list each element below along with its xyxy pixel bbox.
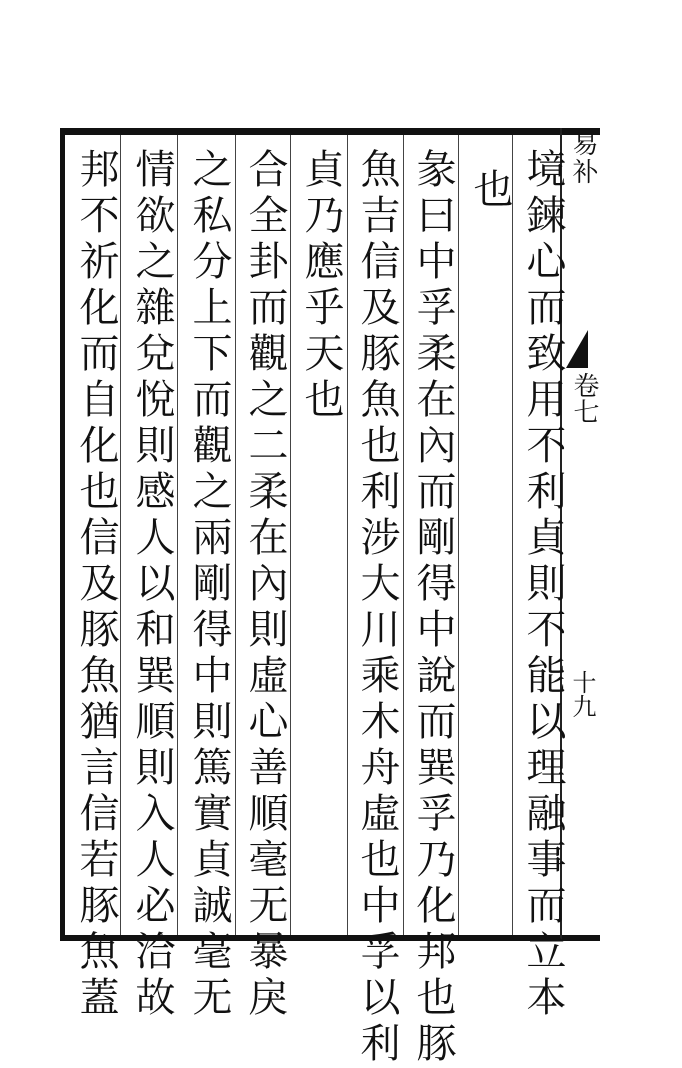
text-column-8: 情欲之雜兌悅則感人以和巽順則入人必洽故 — [129, 148, 175, 1022]
frame-left-border — [60, 128, 65, 941]
column-rule — [458, 135, 459, 935]
text-column-7: 之私分上下而觀之兩剛得中則篤實貞誠毫无 — [186, 148, 232, 1022]
fishtail-mark — [566, 330, 588, 368]
column-rule — [290, 135, 291, 935]
text-column-6: 合全卦而觀之二柔在內則虛心善順毫无暴戾 — [242, 148, 288, 1022]
column-rule — [235, 135, 236, 935]
text-column-3: 彖曰中孚柔在內而剛得中說而巽孚乃化邦也豚 — [410, 148, 456, 1068]
column-rule — [403, 135, 404, 935]
column-rule — [177, 135, 178, 935]
margin-volume: 卷七 — [569, 372, 599, 424]
text-column-2: 也 — [467, 168, 513, 214]
margin-book-title: 易补 — [568, 130, 598, 186]
text-column-5: 貞乃應乎天也 — [298, 148, 344, 424]
text-column-4: 魚吉信及豚魚也利涉大川乘木舟虛也中孚以利 — [354, 148, 400, 1068]
column-rule — [347, 135, 348, 935]
frame-top-border — [60, 128, 600, 135]
margin-page-number: 十九 — [568, 670, 596, 718]
text-column-1: 境鍊心而致用不利貞則不能以理融事而立本 — [520, 148, 566, 1022]
text-column-9: 邦不祈化而自化也信及豚魚猶言信若豚魚蓋 — [73, 148, 119, 1022]
column-rule — [512, 135, 513, 935]
